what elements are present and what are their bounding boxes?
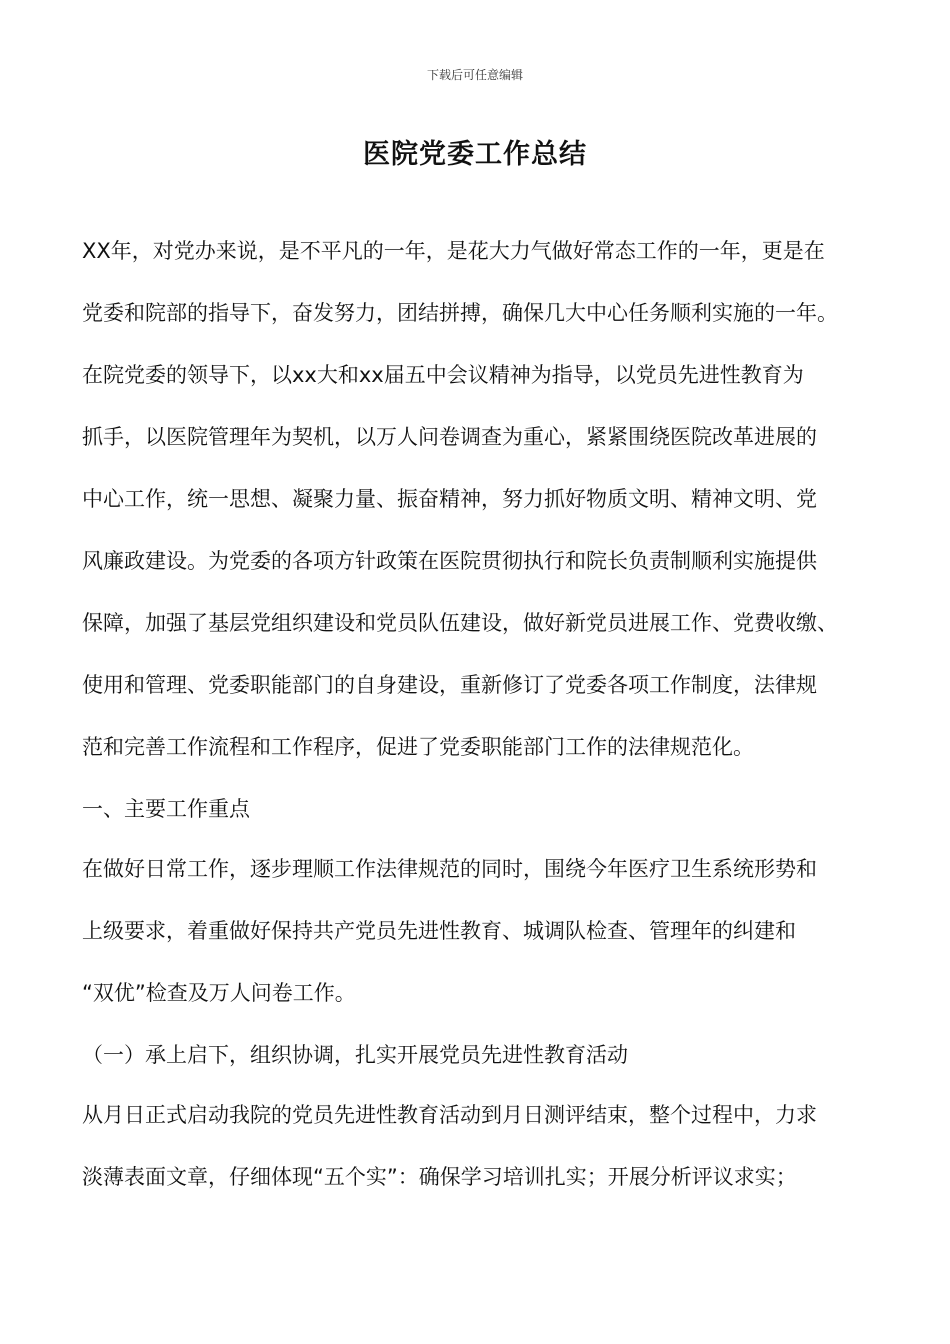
body-line: XX年，对党办来说，是不平凡的一年，是花大力气做好常态工作的一年，更是在 (82, 239, 825, 263)
body-line: 上级要求，着重做好保持共产党员先进性教育、城调队检查、管理年的纠建和 (82, 919, 796, 943)
body-line: 中心工作，统一思想、凝聚力量、振奋精神，努力抓好物质文明、精神文明、党 (82, 487, 817, 511)
section-heading: 一、主要工作重点 (82, 797, 250, 821)
subsection-heading: （一）承上启下，组织协调，扎实开展党员先进性教育活动 (82, 1043, 628, 1067)
body-line: 党委和院部的指导下，奋发努力，团结拼搏，确保几大中心任务顺利实施的一年。 (82, 301, 838, 325)
body-line: 在院党委的领导下，以xx大和xx届五中会议精神为指导，以党员先进性教育为 (82, 363, 804, 387)
body-line: “双优”检查及万人问卷工作。 (82, 981, 356, 1005)
body-line: 淡薄表面文章，仔细体现“五个实”：确保学习培训扎实；开展分析评议求实； (82, 1165, 797, 1189)
body-line: 抓手，以医院管理年为契机，以万人问卷调查为重心，紧紧围绕医院改革进展的 (82, 425, 817, 449)
header-note: 下载后可任意编辑 (426, 68, 523, 82)
body-line: 保障，加强了基层党组织建设和党员队伍建设，做好新党员进展工作、党费收缴、 (82, 611, 838, 635)
body-line: 从月日正式启动我院的党员先进性教育活动到月日测评结束，整个过程中，力求 (82, 1103, 817, 1127)
body-line: 风廉政建设。为党委的各项方针政策在医院贯彻执行和院长负责制顺利实施提供 (82, 549, 817, 573)
document-title: 医院党委工作总结 (363, 139, 587, 170)
body-line: 在做好日常工作，逐步理顺工作法律规范的同时，围绕今年医疗卫生系统形势和 (82, 857, 817, 881)
body-line: 范和完善工作流程和工作程序，促进了党委职能部门工作的法律规范化。 (82, 735, 754, 759)
document-body (82, 220, 882, 1208)
body-line: 使用和管理、党委职能部门的自身建设，重新修订了党委各项工作制度，法律规 (82, 673, 817, 697)
